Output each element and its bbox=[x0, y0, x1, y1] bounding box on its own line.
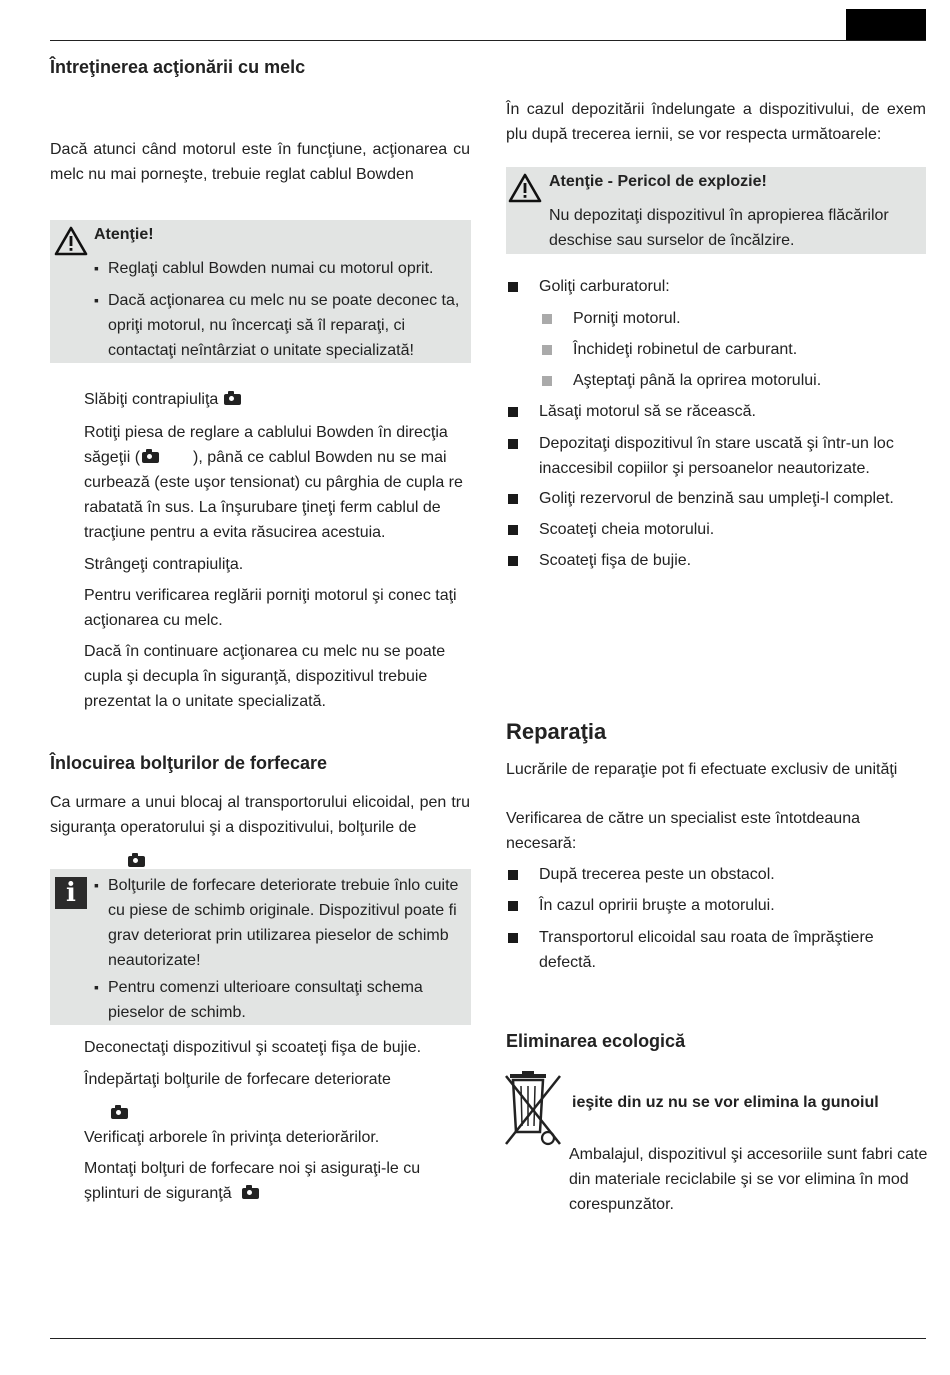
camera-icon bbox=[242, 1188, 259, 1199]
step-check-shaft: Verificaţi arborele în privinţa deteriorărilor. bbox=[84, 1129, 380, 1146]
heading-shear-bolts: Înlocuirea bolţurilor de forfecare bbox=[50, 753, 328, 773]
storage-item: Scoateţi fişa de bujie. bbox=[506, 548, 926, 573]
info-bullet: ▪ Bolţurile de forfecare deteriorate trebuie înlo cuite cu piese de schimb originale. Dispozitivul poate fi grav deteriorat prin utilizarea pieselor de schimb neautorizate! bbox=[94, 873, 464, 973]
square-bullet-icon bbox=[508, 439, 518, 449]
square-bullet-icon bbox=[508, 525, 518, 535]
step-service-center: Dacă în continuare acţionarea cu melc nu se poate cupla şi decupla în siguranţă, dispozitivul trebuie prezentat la o unitate specializată. bbox=[84, 643, 446, 710]
disposal-text: Ambalajul, dispozitivul şi accesoriile sunt fabri cate din materiale reciclabile şi se vor elimina în mod corespunzător. bbox=[569, 1146, 928, 1213]
page-tab-marker bbox=[846, 9, 926, 41]
info-box-shear-bolts bbox=[50, 869, 471, 1025]
square-bullet-icon bbox=[508, 407, 518, 417]
square-bullet-icon bbox=[508, 901, 518, 911]
repair-item: În cazul opririi bruşte a motorului. bbox=[506, 893, 926, 918]
disposal-bold-line: ieşite din uz nu se vor elimina la gunoiul bbox=[572, 1094, 879, 1111]
storage-subitem: Închideţi robinetul de carburant. bbox=[540, 337, 920, 362]
worm-drive-intro: Dacă atunci când motorul este în funcţiune, acţionarea cu melc nu mai porneşte, trebuie reglat cablul Bowden bbox=[50, 141, 470, 183]
square-bullet-icon bbox=[542, 345, 552, 355]
warning-box-explosion bbox=[506, 167, 926, 254]
square-bullet-icon bbox=[542, 314, 552, 324]
warning-bullet: ▪ Dacă acţionarea cu melc nu se poate deconec ta, opriţi motorul, nu încercaţi să îl reparaţi, ci contactaţi neîntârziat o unitate specializată! bbox=[94, 288, 464, 363]
camera-icon bbox=[224, 394, 241, 405]
repair-item: Transportorul elicoidal sau roata de împrăştiere defectă. bbox=[506, 925, 926, 975]
storage-subitem: Aşteptaţi până la oprirea motorului. bbox=[540, 368, 920, 393]
storage-subitem: Porniţi motorul. bbox=[540, 306, 920, 331]
square-bullet-icon bbox=[508, 494, 518, 504]
step-loosen-locknut: Slăbiţi contrapiuliţa bbox=[84, 387, 474, 412]
warning-title: Atenţie! bbox=[94, 226, 154, 243]
square-bullet-icon bbox=[508, 556, 518, 566]
top-divider bbox=[50, 40, 926, 41]
storage-item: Depozitaţi dispozitivul în stare uscată şi într-un loc inaccesibil copiilor şi persoanelor neautorizate. bbox=[506, 431, 926, 481]
repair-intro: Lucrările de reparaţie pot fi efectuate exclusiv de unităţi bbox=[506, 761, 898, 778]
warning-box-bowden bbox=[50, 220, 471, 363]
warning-triangle-icon bbox=[508, 173, 542, 203]
square-bullet-icon bbox=[508, 933, 518, 943]
crossed-bin-icon bbox=[504, 1070, 562, 1148]
camera-icon bbox=[111, 1108, 128, 1119]
explosion-warning-text: Nu depozitaţi dispozitivul în apropierea flăcărilor deschise sau surselor de încălzire. bbox=[549, 207, 889, 249]
warning-bullet: ▪ Reglaţi cablul Bowden numai cu motorul oprit. bbox=[94, 256, 464, 281]
explosion-warning-title: Atenţie - Pericol de explozie! bbox=[549, 173, 767, 190]
step-verify-adjustment: Pentru verificarea reglării porniţi motorul şi conec taţi acţionarea cu melc. bbox=[84, 587, 457, 629]
storage-item: Scoateţi cheia motorului. bbox=[506, 517, 926, 542]
storage-item: Goliţi carburatorul: bbox=[506, 274, 926, 299]
shear-bolts-intro: Ca urmare a unui blocaj al transportorului elicoidal, pen tru siguranţa operatorului şi a dispozitivului, bolţurile de bbox=[50, 794, 470, 836]
info-bullet: ▪ Pentru comenzi ulterioare consultaţi schema pieselor de schimb. bbox=[94, 975, 464, 1025]
step-rotate-adjuster: Rotiţi piesa de reglare a cablului Bowden în direcţia săgeţii ( ), până ce cablul Bowden nu se mai curbează (este uşor tensionat) cu pârghia de cupla re rabatată în sus. La înşurubare ţineţi ferm cablul de tracţiune pentru a evita răsucirea acestuia. bbox=[84, 424, 463, 541]
step-remove-bolts: Îndepărtaţi bolţurile de forfecare deteriorate bbox=[84, 1071, 391, 1088]
storage-item: Goliţi rezervorul de benzină sau umpleţi-l complet. bbox=[506, 486, 926, 511]
step-disconnect-device: Deconectaţi dispozitivul şi scoateţi fişa de bujie. bbox=[84, 1039, 422, 1056]
heading-repair: Reparaţia bbox=[506, 719, 607, 744]
repair-item: După trecerea peste un obstacol. bbox=[506, 862, 926, 887]
heading-disposal: Eliminarea ecologică bbox=[506, 1031, 686, 1051]
info-icon: i bbox=[55, 877, 87, 909]
storage-item: Lăsaţi motorul să se răcească. bbox=[506, 399, 926, 424]
square-bullet-icon bbox=[542, 376, 552, 386]
step-mount-bolts: Montaţi bolţuri de forfecare noi şi asiguraţi-le cu şplinturi de siguranţă bbox=[84, 1160, 421, 1202]
step-tighten-locknut: Strângeţi contrapiuliţa. bbox=[84, 556, 244, 573]
square-bullet-icon bbox=[508, 870, 518, 880]
square-bullet-icon bbox=[508, 282, 518, 292]
camera-icon bbox=[128, 856, 145, 867]
repair-check: Verificarea de către un specialist este întotdeauna necesară: bbox=[506, 810, 860, 852]
storage-intro: În cazul depozitării îndelungate a dispozitivului, de exem plu după trecerea iernii, se vor respecta următoarele: bbox=[506, 101, 926, 143]
bottom-divider bbox=[50, 1338, 926, 1339]
warning-triangle-icon bbox=[54, 226, 88, 256]
heading-worm-drive-maintenance: Întreţinerea acţionării cu melc bbox=[50, 57, 306, 77]
camera-icon bbox=[142, 452, 159, 463]
